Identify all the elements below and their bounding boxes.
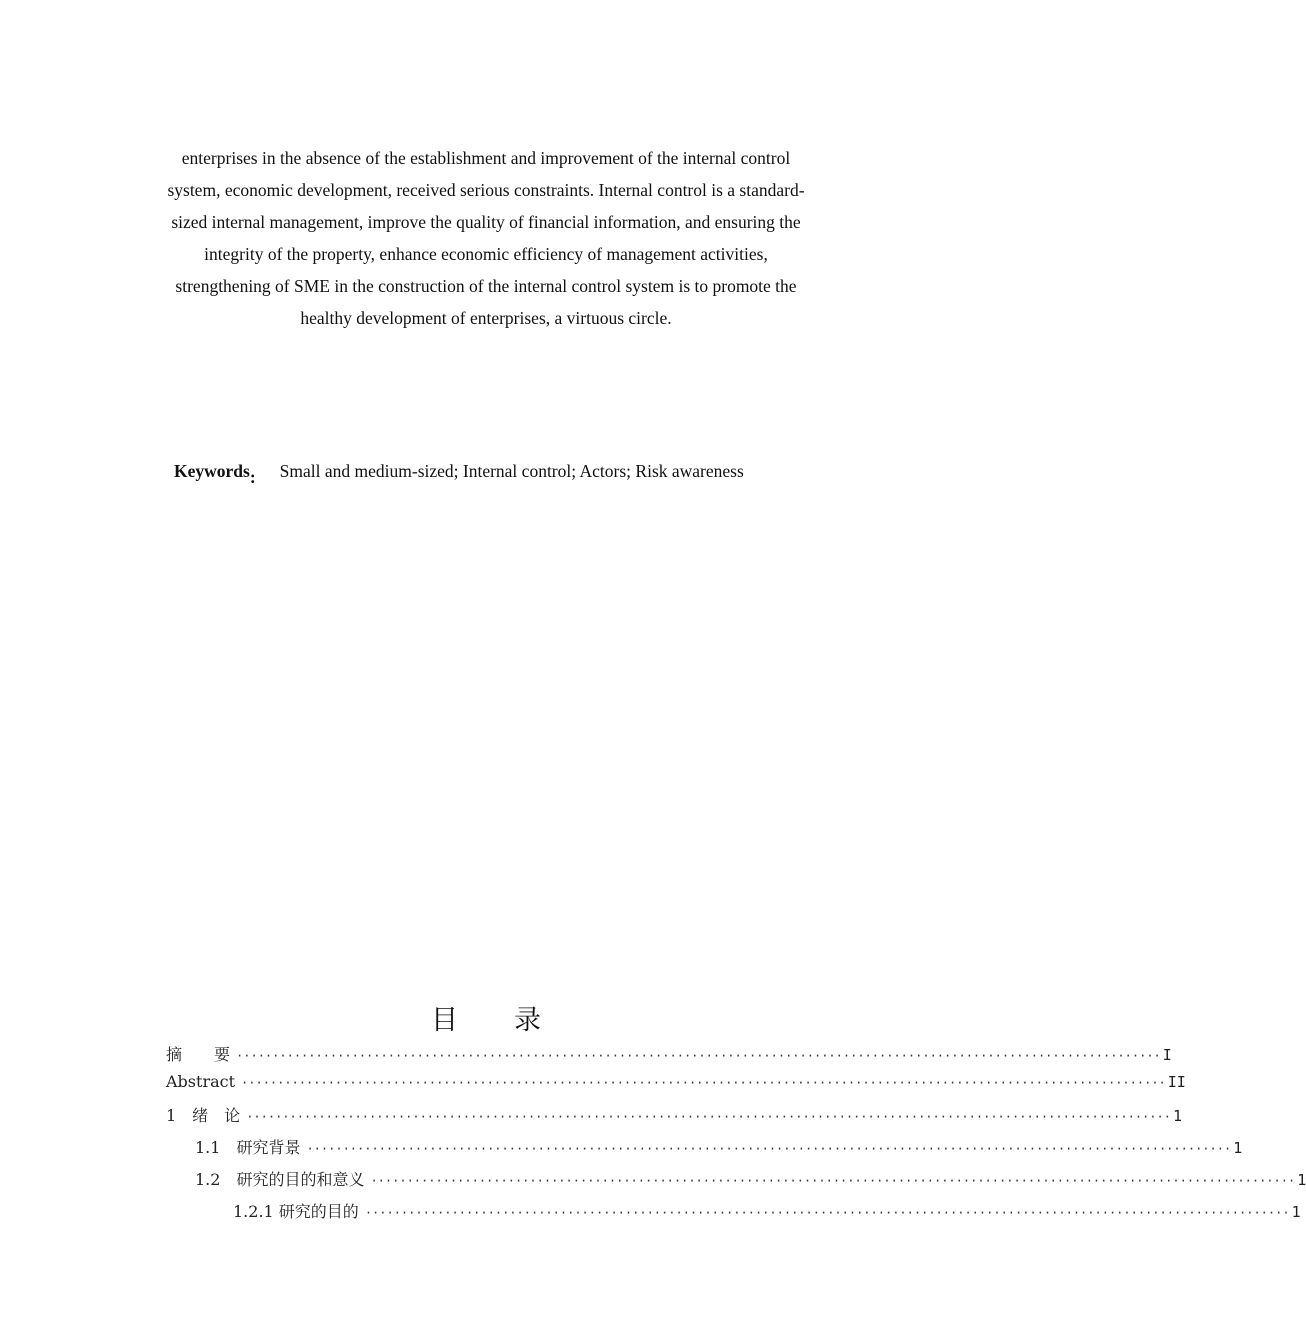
toc-leader: ································································································································ xyxy=(370,1174,1296,1188)
toc-entry[interactable] xyxy=(166,1042,1172,1065)
toc-leader: ································································································································ xyxy=(236,1049,1161,1063)
toc-leader: ································································································································ xyxy=(306,1142,1232,1156)
toc-entry-page: I xyxy=(1162,1046,1172,1064)
toc-entry-label: 1.2.1 研究的目的 xyxy=(233,1202,359,1221)
toc-leader: ································································································································ xyxy=(246,1110,1171,1124)
toc-title xyxy=(0,998,972,1037)
toc-title-char: 录 xyxy=(514,1005,541,1036)
toc-entry-label: 1.1 研究背景 xyxy=(195,1138,301,1157)
toc-title-char: 目 xyxy=(431,1005,458,1036)
toc-entry[interactable] xyxy=(195,1135,1243,1158)
toc-entry[interactable] xyxy=(195,1167,1306,1190)
toc-entry[interactable] xyxy=(233,1199,1301,1222)
abstract-line: integrity of the property, enhance economic efficiency of management activities, xyxy=(204,244,768,264)
toc-entry-label: 1 绪 论 xyxy=(166,1106,241,1125)
abstract-line: sized internal management, improve the quality of financial information, and ensuring the xyxy=(171,212,801,232)
toc-entry[interactable] xyxy=(166,1103,1182,1126)
toc-entry-page: 1 xyxy=(1233,1139,1243,1157)
toc-entry-page: 1 xyxy=(1297,1171,1306,1189)
keywords-value: Small and medium-sized; Internal control; Actors; Risk awareness xyxy=(279,461,744,481)
keywords-colon: : xyxy=(249,467,256,487)
toc-leader: ································································································································ xyxy=(364,1206,1290,1220)
abstract-line: healthy development of enterprises, a virtuous circle. xyxy=(300,308,672,328)
toc-entry-label: 摘 要 xyxy=(166,1045,231,1064)
toc-entry[interactable] xyxy=(166,1072,1186,1091)
toc-entry-page: II xyxy=(1167,1073,1186,1091)
toc-leader: ································································································································ xyxy=(241,1076,1166,1090)
abstract-line: strengthening of SME in the construction of the internal control system is to promote the xyxy=(175,276,797,296)
keywords-label: Keywords xyxy=(174,461,250,481)
abstract-line: enterprises in the absence of the establishment and improvement of the internal control xyxy=(181,148,791,168)
toc-entry-page: 1 xyxy=(1291,1203,1301,1221)
toc-entry-label: 1.2 研究的目的和意义 xyxy=(195,1170,365,1189)
toc-entry-label: Abstract xyxy=(166,1072,236,1091)
abstract-line: system, economic development, received serious constraints. Internal control is a standard- xyxy=(167,180,805,200)
toc-entry-page: 1 xyxy=(1172,1107,1182,1125)
keywords-line xyxy=(174,458,744,487)
abstract-body xyxy=(130,142,842,334)
